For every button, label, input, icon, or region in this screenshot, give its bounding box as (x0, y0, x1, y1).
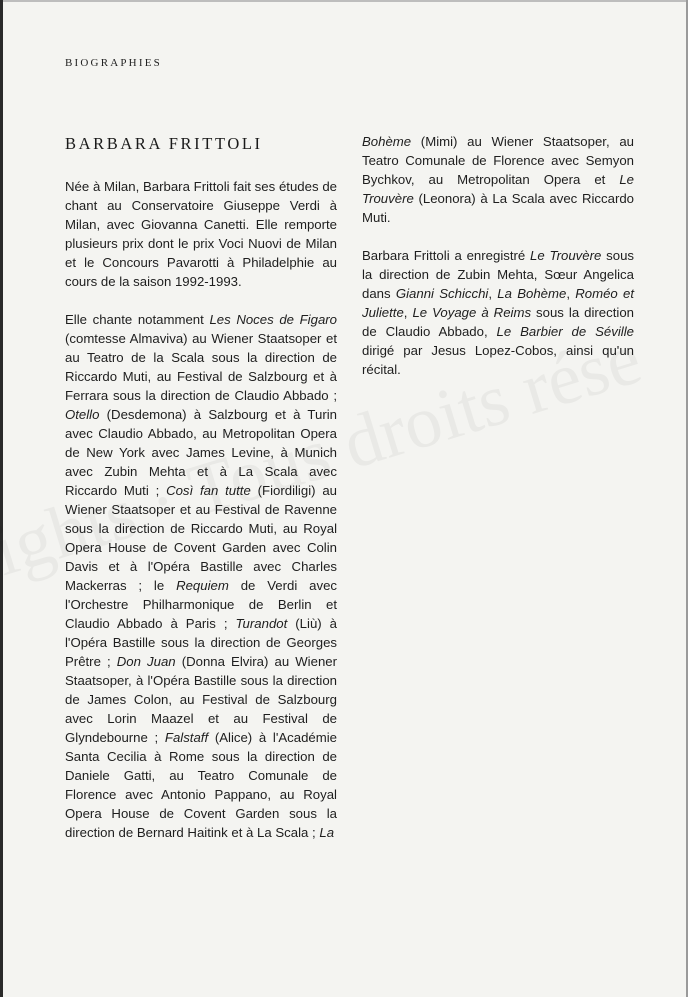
section-label: BIOGRAPHIES (65, 57, 162, 69)
biography-title: BARBARA FRITTOLI (65, 134, 263, 153)
work-title: Le Voyage à Reims (412, 305, 532, 320)
right-column (362, 132, 634, 379)
work-title: Le Trouvère (362, 172, 634, 206)
work-title: Roméo et Juliette (362, 286, 634, 320)
work-title: Bohème (362, 134, 412, 149)
work-title: Turandot (235, 616, 288, 631)
left-column (65, 177, 337, 842)
scan-top-edge (0, 0, 688, 2)
work-title: Requiem (176, 578, 229, 593)
work-title: Les Noces de Figaro (209, 312, 338, 327)
bio-paragraph-roles-continued: Bohème (Mimi) au Wiener Staatsoper, au Teatro Comunale de Florence avec Semyon Bychkov, au Metropolitan Opera et Le Trouvère (Leonora) à La Scala avec Riccardo Muti. (362, 134, 634, 225)
work-title: Le Trouvère (530, 248, 602, 263)
work-title: Otello (65, 407, 100, 422)
scan-left-border (0, 0, 3, 997)
work-title: La (319, 825, 335, 840)
work-title: Gianni Schicchi (395, 286, 489, 301)
work-title: Così fan tutte (166, 483, 251, 498)
work-title: La Bohème (497, 286, 567, 301)
work-title: Don Juan (116, 654, 176, 669)
bio-paragraph-roles: Elle chante notamment Les Noces de Figaro (comtesse Almaviva) au Wiener Staatsoper et au Teatro de la Scala sous la direction de Riccardo Muti, au Festival de Salzbourg et à Ferrara sous la direction de Claudio Abbado ; Otello (Desdemona) à Salzbourg et à Turin avec Claudio Abbado, au Metropolitan Opera de New York avec James Levine, à Munich avec Zubin Mehta et à La Scala avec Riccardo Muti ; Così fan tutte (Fiordiligi) au Wiener Staatsoper et au Festival de Ravenne sous la direction de Riccardo Muti, au Royal Opera House de Covent Garden avec Colin Davis et à l'Opéra Bastille avec Charles Mackerras ; le Requiem de Verdi avec l'Orchestre Philharmonique de Berlin et Claudio Abbado à Paris ; Turandot (Liù) à l'Opéra Bastille sous la direction de Georges Prêtre ; Don Juan (Donna Elvira) au Wiener Staatsoper, à l'Opéra Bastille sous la direction de James Colon, au Festival de Salzbourg avec Lorin Maazel et au Festival de Glyndebourne ; Falstaff (Alice) à l'Académie Santa Cecilia à Rome sous la direction de Daniele Gatti, au Teatro Comunale de Florence avec Antonio Pappano, au Royal Opera House de Covent Garden sous la direction de Bernard Haitink et à La Scala ; La (65, 312, 338, 840)
bio-paragraph-recordings: Barbara Frittoli a enregistré Le Trouvère sous la direction de Zubin Mehta, Sœur Angelica dans Gianni Schicchi, La Bohème, Roméo et Juliette, Le Voyage à Reims sous la direction de Claudio Abbado, Le Barbier de Séville dirigé par Jesus Lopez-Cobos, ainsi qu'un récital. (362, 248, 634, 377)
bio-paragraph-intro: Née à Milan, Barbara Frittoli fait ses études de chant au Conservatoire Giuseppe Verdi à Milan, avec Giovanna Canetti. Elle remporte plusieurs prix dont le prix Voci Nuovi de Milan et le Concours Pavarotti à Philadelphie au cours de la saison 1992-1993. (65, 179, 337, 289)
work-title: Le Barbier de Séville (496, 324, 634, 339)
work-title: Falstaff (164, 730, 209, 745)
